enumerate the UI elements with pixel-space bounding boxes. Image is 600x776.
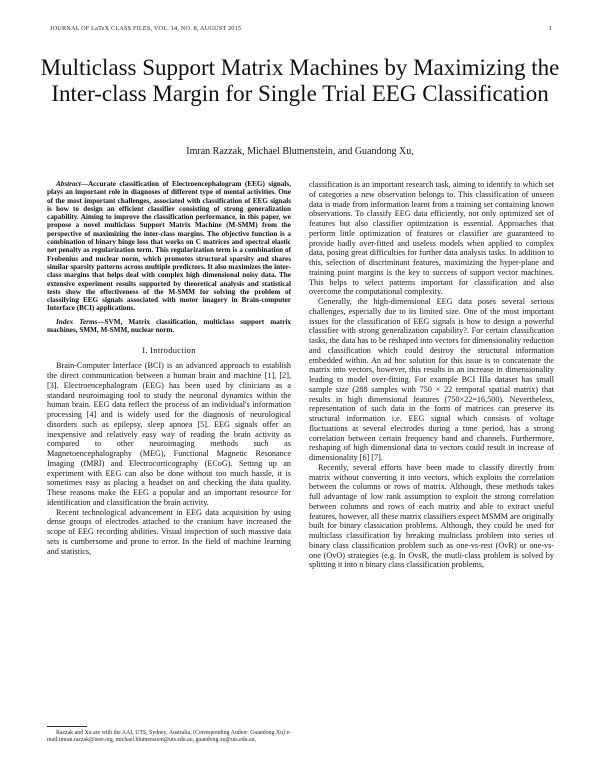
footnote-rule: [47, 726, 87, 727]
running-head: [50, 25, 552, 32]
index-terms-lead: Index Terms: [56, 317, 98, 326]
intro-paragraph-2: Recent technological advancement in EEG data acquisition by using dense groups of electrodes attached to the cranium have increased the scope of EEG recording abilities. Visual inspection of such massive data sets is cumbersome and prone to error. In the field of machine learning and statistics,: [47, 507, 291, 556]
journal-line: JOURNAL OF LaTeX CLASS FILES, VOL. 14, NO. 8, AUGUST 2015: [50, 25, 242, 32]
page-number: 1: [548, 25, 552, 32]
index-terms-text: —SVM, Matrix classification, multiclass support matrix machines, SMM, M-SMM, nuclear norm.: [47, 317, 291, 335]
abstract: [47, 180, 291, 313]
left-column: [47, 180, 291, 556]
author-list: Imran Razzak, Michael Blumenstein, and Guandong Xu,: [186, 146, 414, 157]
section-heading-introduction: I. Introduction: [142, 345, 196, 356]
abstract-text: —Accurate classification of Electroencephalogram (EEG) signals, plays an important role in diagnoses of different type of mental activities. One of the most important challenges, associated with classification of EEG signals is how to design an efficient classifier consisting of strong generalization capability. Aiming to improve the classification performance, in this paper, we propose a novel multiclass Support Matrix Machine (M-SMM) from the perspective of maximizing the inter-class margins. The objective function is a combination of binary hinge loss that works on C matrices and spectral elastic net penalty as regularization term. This regularization term is a combination of Frobenius and nuclear norm, which promotes structural sparsity and shares similar sparsity patterns across multiple predictors. It also maximizes the inter-class margins that helps deal with complex high dimensional noisy data. The extensive experiment results supported by theoretical analysis and statistical tests show the effectiveness of the M-SMM for solving the problem of classifying EEG signals associated with motor imagery in Brain-computer Interface (BCI) applications.: [47, 180, 291, 313]
abstract-lead: Abstract: [56, 180, 81, 188]
right-paragraph-1: classification is an important research task, aiming to identify to which set of categories a new observation belongs to. This classification of unseen data is made from information learnt from a training set containing known observations. To classify EEG data efficiently, not only optimized set of features but also classifier optimization is essential. Approaches that perform little optimization of features or classifier are guaranteed to provide badly over-fitted and useless models when applied to complex data, posing great difficulties for further data analysis tasks. In addition to this, selection of discriminant features, maximizing the hyper-plane and training point margins is the key to success of support vector machines. This helps to select patterns important for classification and also overcome the computational complexity.: [309, 180, 554, 297]
paper-title: Multiclass Support Matrix Machines by Maximizing the Inter-class Margin for Single Trial EEG Classification: [40, 55, 560, 106]
right-paragraph-2: Generally, the high-dimensional EEG data poses several serious challenges, especially due to its limited size. One of the most important issues for the classification of EEG signals is how to design a powerful classifier with strong generalization capability?. For certain classification tasks, the data has to be reshaped into vectors for dimensionality reduction and classification which could destroy the structural information embedded within. An ad hoc solution for this issue is to concatenate the matrix into vectors, however, this results in an increase in dimensionality leading to model over-fitting. For example BCI IIIa dataset has small sample size (288 samples with 750 × 22 temporal spatial matrix) that results in high dimensional features (750×22=16,500). Nevertheless, representation of such data in the form of matrices can preserve its structural information i.e. EEG signal which consists of voltage fluctuations at several electrodes during a time period, has a strong correlation between certain frequency band and channels. Furthermore, reshaping of high dimensional data to vectors could result in increase of dimensionality [6] [7].: [309, 297, 554, 462]
index-terms: [47, 318, 291, 335]
intro-paragraph-1: Brain-Computer Interface (BCI) is an advanced approach to establish the direct communication between a human brain and machine [1], [2], [3]. Electroencephalogram (EEG) has been used by clinicians as a standard neuroimaging tool to study the neuronal dynamics within the human brain. EEG data reflect the process of an individual's information processing [4] and is widely used for the diagnosis of neurological disorders such as epilepsy, sleep apnoea [5]. EEG signals offer an inexpensive and relatively easy way of reading the brain activity as compared to other neuroimaging methods such as Magnetoencephalography (MEG), Functional Magnetic Resonance Imaging (fMRI) and Electrocorticography (ECoG). Setting up an experiment with EEG can also be done without too much hassle, it is sometimes easy as placing a headset on and checking the data quality. These reasons make the EEG a popular and an important resource for identification and classification the brain activity.: [47, 361, 291, 507]
right-paragraph-3: Recently, several efforts have been made to classify directly from matrix without converting it into vectors, which exploits the correlation between the columns or rows of matrix. Although, these methods takes full advantage of low rank assumption to exploit the strong correlation between columns and rows of each matrix and able to extract useful features, however, all these matrix classifiers expect MSMM are originally built for binary classication problems. Although, they could be used for multiclass classification by breaking multiclass problem into series of binary class classification problem such as one-vs-rest (OvR) or one-vs-one (OvO) strategies (e.g. In OvsR, the mutli-class problem is solved by splitting it into n binary class classification problems,: [309, 462, 554, 570]
affiliation-footnote: Razzak and Xu are with the AAI, UTS, Sydney, Australia, (Corresponding Author: Guandong Xu) e-mail:imran.razzak@ieee.org, michael.blumenstein@uts.edu.au, guandong.xu@uts.edu.au,: [47, 730, 291, 743]
right-column: [309, 180, 554, 570]
